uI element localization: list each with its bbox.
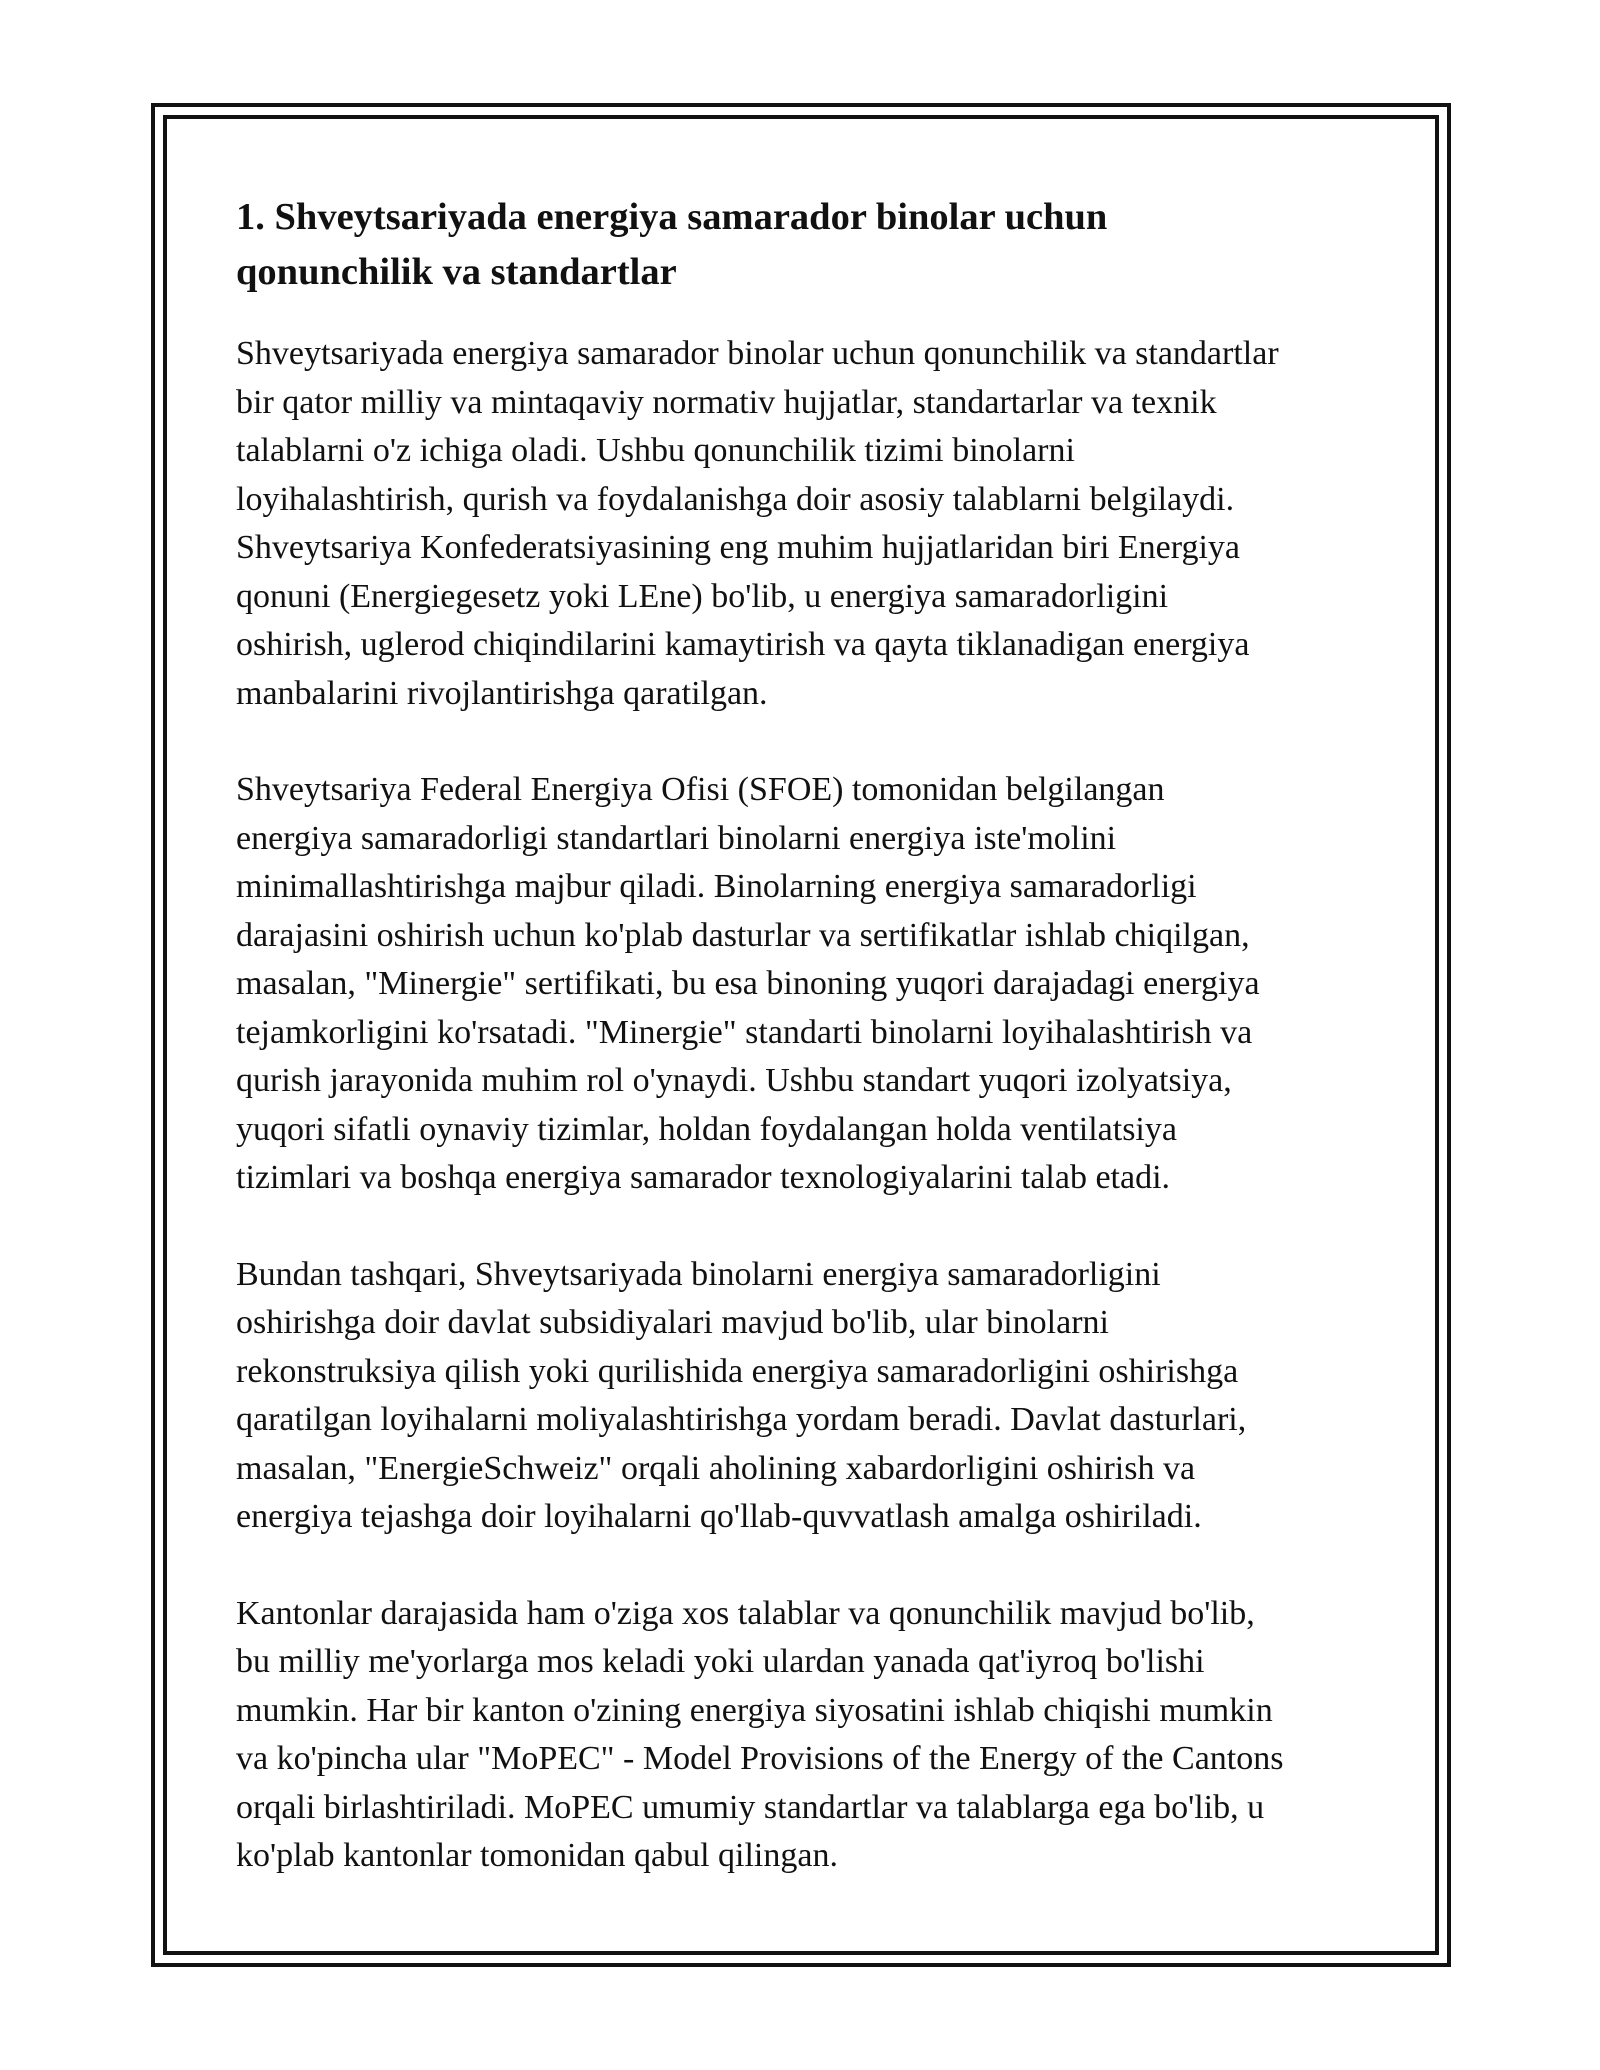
- paragraph-1: Shveytsariyada energiya samarador binolar uchun qonunchilik va standartlar bir qator milliy va mintaqaviy normativ hujjatlar, standartarlar va texnik talablarni o'z ichiga oladi. Ushbu qonunchilik tizimi binolarni loyihalashtirish, qurish va foydalanishga doir asosiy talablarni belgilaydi. Shveytsariya Konfederatsiyasining eng muhim hujjatlaridan biri Energiya qonuni (Energiegesetz yoki LEne) bo'lib, u energiya samaradorligini oshirish, uglerod chiqindilarini kamaytirish va qayta tiklanadigan energiya manbalarini rivojlantirishga qaratilgan.: [236, 335, 1279, 712]
- document-content: [236, 190, 1376, 1929]
- paragraph-4: Kantonlar darajasida ham o'ziga xos talablar va qonunchilik mavjud bo'lib, bu milliy me'yorlarga mos keladi yoki ulardan yanada qat'iyroq bo'lishi mumkin. Har bir kanton o'zining energiya siyosatini ishlab chiqishi mumkin va ko'pincha ular "MoPEC" - Model Provisions of the Energy of the Cantons orqali birlashtiriladi. MoPEC umumiy standartlar va talablarga ega bo'lib, u ko'plab kantonlar tomonidan qabul qilingan.: [236, 1594, 1284, 1874]
- paragraph-3: Bundan tashqari, Shveytsariyada binolarni energiya samaradorligini oshirishga doir davlat subsidiyalari mavjud bo'lib, ular binolarni rekonstruksiya qilish yoki qurilishida energiya samaradorligini oshirishga qaratilgan loyihalarni moliyalashtirishga yordam beradi. Davlat dasturlari, masalan, "EnergieSchweiz" orqali aholining xabardorligini oshirish va energiya tejashga doir loyihalarni qo'llab-quvvatlash amalga oshiriladi.: [236, 1255, 1247, 1535]
- section-title: 1. Shveytsariyada energiya samarador binolar uchun qonunchilik va standartlar: [236, 196, 1108, 293]
- paragraph-2: Shveytsariya Federal Energiya Ofisi (SFOE) tomonidan belgilangan energiya samaradorligi standartlari binolarni energiya iste'molini minimallashtirishga majbur qiladi. Binolarning energiya samaradorligi darajasini oshirish uchun ko'plab dasturlar va sertifikatlar ishlab chiqilgan, masalan, "Minergie" sertifikati, bu esa binoning yuqori darajadagi energiya tejamkorligini ko'rsatadi. "Minergie" standarti binolarni loyihalashtirish va qurish jarayonida muhim rol o'ynaydi. Ushbu standart yuqori izolyatsiya, yuqori sifatli oynaviy tizimlar, holdan foydalangan holda ventilatsiya tizimlari va boshqa energiya samarador texnologiyalarini talab etadi.: [236, 771, 1260, 1196]
